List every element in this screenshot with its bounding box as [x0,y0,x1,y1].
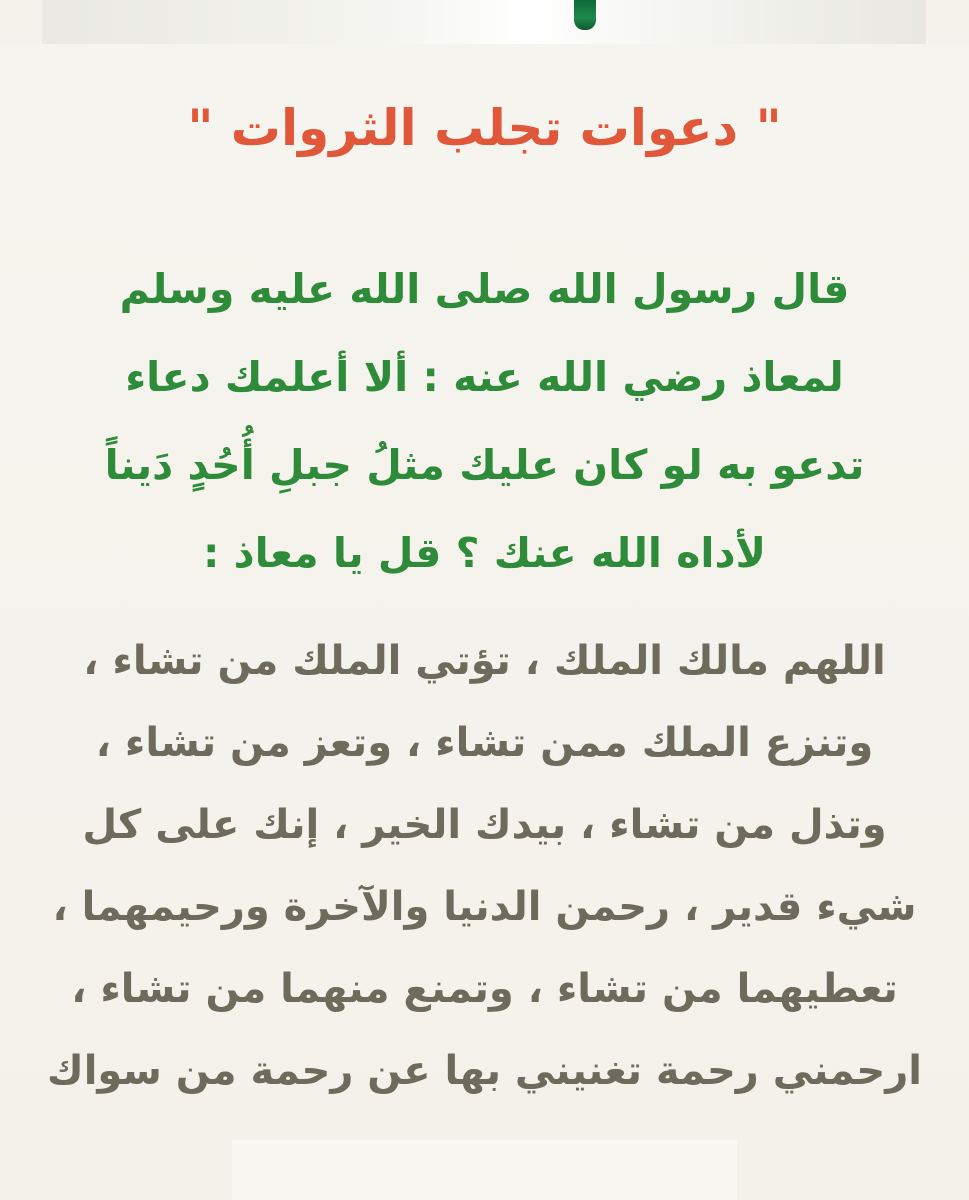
dua-line: وتذل من تشاء ، بيدك الخير ، إنك على كل [82,802,887,848]
dua-line: وتنزع الملك ممن تشاء ، وتعز من تشاء ، [95,720,874,766]
hadith-text [40,245,929,597]
bottom-strip [232,1140,737,1200]
hadith-line: لمعاذ رضي الله عنه : ألا أعلمك دعاء [125,353,844,401]
dua-line: شيء قدير ، رحمن الدنيا والآخرة ورحيمهما ، [52,884,917,930]
header-photo [42,0,926,44]
hadith-line: لأداه الله عنك ؟ قل يا معاذ : [202,529,767,577]
dua-line: اللهم مالك الملك ، تؤتي الملك من تشاء ، [83,638,886,684]
page-title: " دعوات تجلب الثروات " [187,99,782,157]
dua-line: تعطيهما من تشاء ، وتمنع منهما من تشاء ، [71,966,898,1012]
green-tassel-icon [574,0,596,30]
hadith-line: تدعو به لو كان عليك مثلُ جبلِ أُحُدٍ دَيناً [104,441,865,489]
hadith-line: قال رسول الله صلى الله عليه وسلم [119,265,850,313]
dua-line: ارحمني رحمة تغنيني بها عن رحمة من سواك [47,1048,922,1094]
dua-text [30,620,939,1112]
